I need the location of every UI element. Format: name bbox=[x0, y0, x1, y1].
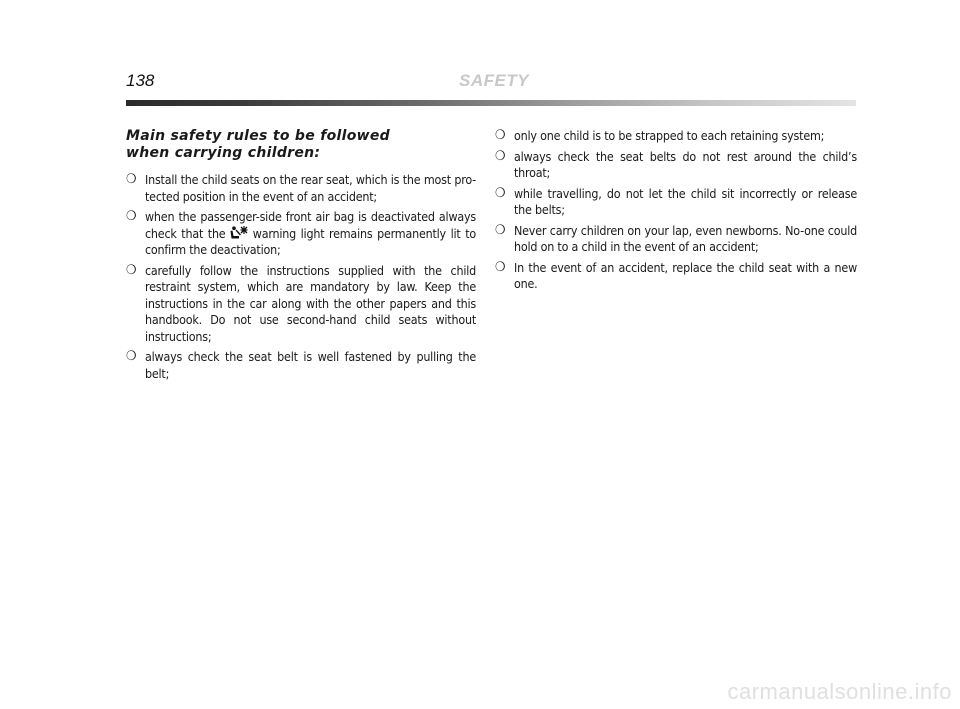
list-item bbox=[495, 223, 857, 256]
airbag-deactivated-icon bbox=[230, 226, 248, 239]
list-item-text: always check the seat belts do not rest around the child’s throat; bbox=[514, 148, 857, 180]
list-item bbox=[126, 263, 476, 346]
list-item-text: when the passenger-side front air bag is deactivated always check that the bbox=[145, 209, 476, 241]
list-item bbox=[495, 186, 857, 219]
list-item-text: always check the seat belt is well fastened by pulling the belt; bbox=[145, 349, 476, 381]
heading-line-1: Main safety rules to be followed bbox=[126, 128, 390, 144]
bullet-icon: ❍ bbox=[495, 222, 506, 238]
list-item-text: while travelling, do not let the child sit incorrectly or release the belts; bbox=[514, 185, 857, 217]
bullet-icon: ❍ bbox=[126, 209, 137, 224]
list-item bbox=[126, 172, 476, 205]
right-bullet-list bbox=[495, 128, 857, 293]
list-item bbox=[126, 209, 476, 259]
list-item-text: Never carry children on your lap, even newborns. No-one could hold on to a child in the event of an accident; bbox=[514, 222, 857, 254]
list-item-text: carefully follow the instructions supplied with the child restraint system, which are mandatory by law. Keep the instructions in the car along with the other papers and this handbook. Do not use second-hand child seats without instructions; bbox=[145, 262, 476, 344]
section-heading bbox=[126, 128, 476, 162]
bullet-icon: ❍ bbox=[126, 349, 137, 364]
list-item-text: only one child is to be strapped to each retaining system; bbox=[514, 128, 825, 143]
left-column bbox=[126, 128, 476, 386]
right-column bbox=[495, 128, 857, 297]
list-item bbox=[495, 128, 857, 145]
list-item bbox=[495, 149, 857, 182]
list-item bbox=[495, 260, 857, 293]
bullet-icon: ❍ bbox=[495, 185, 506, 201]
bullet-icon: ❍ bbox=[495, 259, 506, 275]
left-bullet-list bbox=[126, 172, 476, 382]
list-item bbox=[126, 349, 476, 382]
list-item-text: Install the child seats on the rear seat, which is the most pro-tected position in the event of an accident; bbox=[145, 172, 476, 204]
list-item-text: In the event of an accident, replace the child seat with a new one. bbox=[514, 259, 857, 291]
bullet-icon: ❍ bbox=[495, 148, 506, 164]
bullet-icon: ❍ bbox=[495, 128, 506, 143]
list-item-text-cont: warning light remains permanently lit to confirm the deactivation; bbox=[145, 225, 476, 257]
watermark: carmanualsonline.info bbox=[727, 679, 952, 704]
bullet-icon: ❍ bbox=[126, 262, 137, 278]
page-number: 138 bbox=[126, 71, 155, 90]
bullet-icon: ❍ bbox=[126, 172, 137, 187]
heading-line-2: when carrying children: bbox=[126, 145, 321, 161]
header-rule bbox=[126, 100, 856, 106]
section-title: SAFETY bbox=[459, 71, 530, 90]
